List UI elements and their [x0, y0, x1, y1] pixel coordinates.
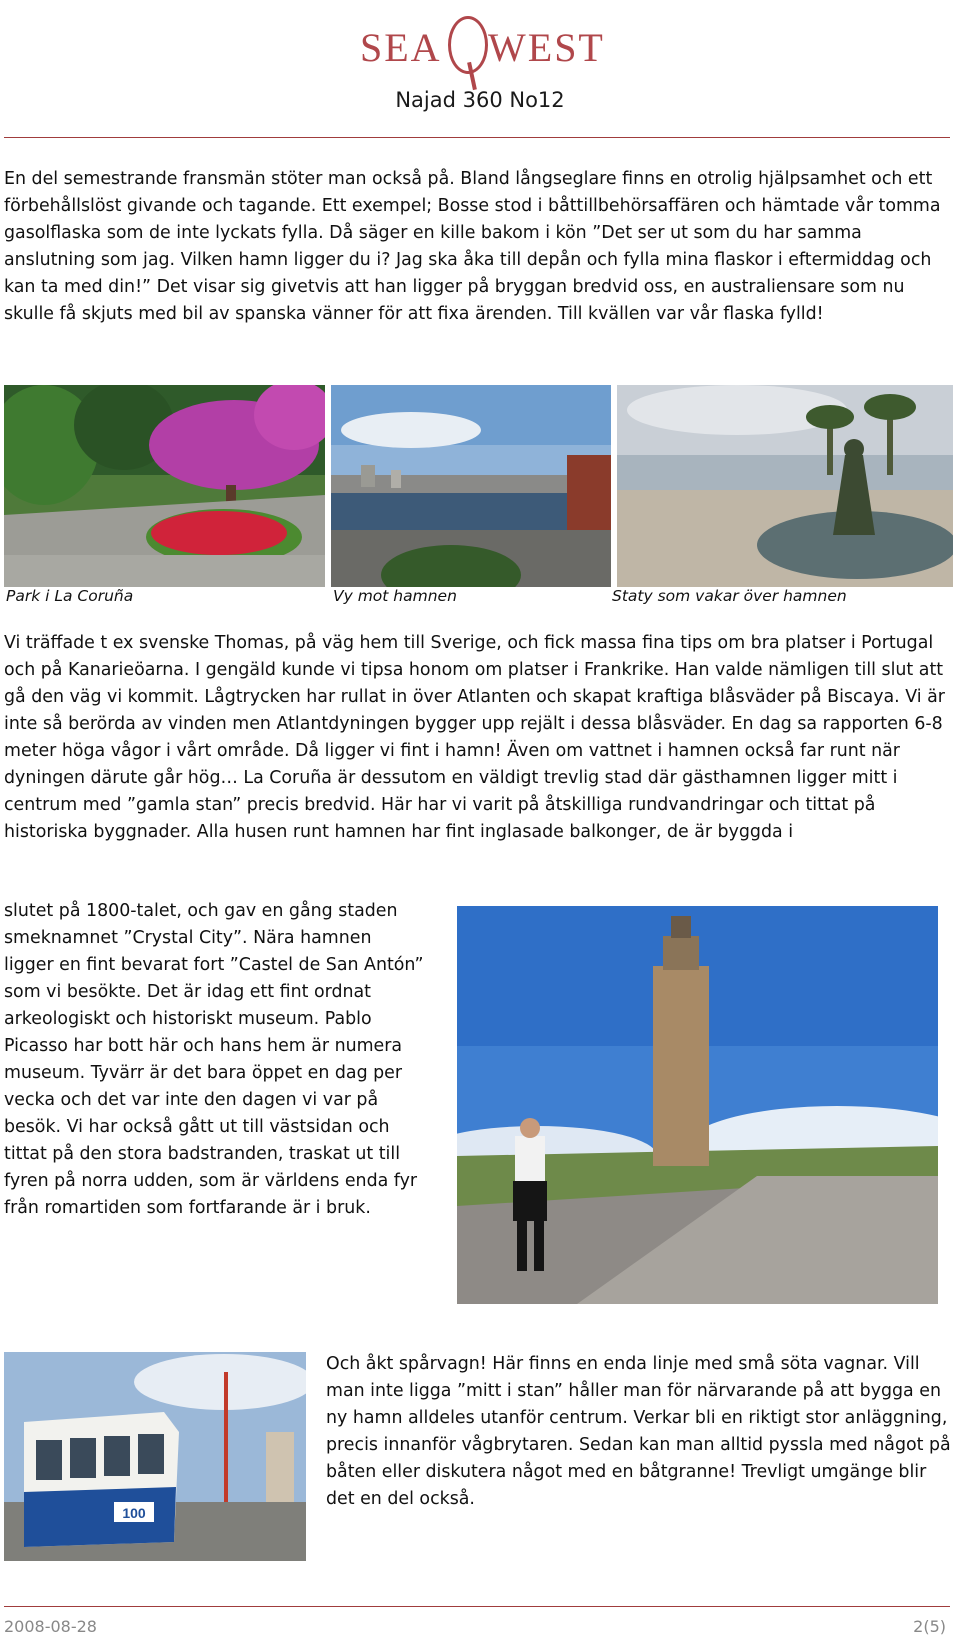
footer-page-number: 2(5) — [913, 1617, 946, 1636]
park-photo-drawing — [4, 385, 325, 587]
statue-photo — [617, 385, 953, 587]
harbor-paragraph: Vi träffade t ex svenske Thomas, på väg hem till Sverige, och fick massa fina tips om bra platser i Portugal och på Kanarieöarna. I gengäld kunde vi tipsa honom om platser i Frankrike. Han valde nämligen till slut att gå den väg vi kommit. Lågtrycken har rullat in över Atlanten och skapat kraftiga blåsväder på Biscaya. Vi är inte så berörda av vinden men Atlantdyningen bygger upp rejält i dessa blåsväder. En dag sa rapporten 6-8 meter höga vågor i vårt område. Då ligger vi fint i hamn! Även om vattnet i hamnen också far runt när dyningen därute går hög… La Coruña är dessutom en väldigt trevlig stad där gästhamnen ligger mitt i centrum med ”gamla stan” precis bredvid. Här har vi varit på åtskilliga rundvandringar och tittat på historiska byggnader. Alla husen runt hamnen har fint inglasade balkonger, de är byggda i — [4, 633, 945, 842]
seaqwest-logo — [360, 14, 605, 80]
park-caption: Park i La Coruña — [6, 587, 134, 605]
logo-text-right: WEST — [488, 25, 605, 70]
park-photo — [4, 385, 325, 587]
statue-photo-drawing — [617, 385, 953, 587]
tram-paragraph: Och åkt spårvagn! Här finns en enda linje med små söta vagnar. Vill man inte ligga ”mitt i stan” håller man för närvarande på att bygga en ny hamn alldeles utanför centrum. Verkar bli en riktigt stor anläggning, precis innanför vågbrytaren. Sedan kan man alltid pyssla med något på båten eller diskutera något med en båtgranne! Trevligt umgänge blir det en del också. — [326, 1354, 951, 1509]
footer-date: 2008-08-28 — [4, 1617, 97, 1636]
footer-divider — [4, 1606, 950, 1607]
logo-text-left: SEA — [360, 25, 442, 70]
tram-photo-drawing — [4, 1352, 306, 1561]
tram-number-label: 100 — [122, 1505, 146, 1521]
harbor-view-caption: Vy mot hamnen — [333, 587, 457, 605]
lighthouse-photo-drawing — [457, 906, 938, 1304]
harbor-view-photo — [331, 385, 611, 587]
harbor-view-photo-drawing — [331, 385, 611, 587]
document-title: Najad 360 No12 — [395, 88, 565, 112]
intro-paragraph: En del semestrande fransmän stöter man också på. Bland långseglare finns en otrolig hjälpsamhet och ett förbehållslöst givande och tagande. Ett exempel; Bosse stod i båttillbehörsaffären och hämtade vår tomma gasolflaska som de inte lyckats fylla. Då säger en kille bakom i kön ”Det ser ut som du har samma anslutning som jag. Vilken hamn ligger du i? Jag ska åka till depån och fylla mina flaskor i eftermiddag och kan ta med din!” Det visar sig givetvis att han ligger på bryggan bredvid oss, en australiensare som nu skulle få skjuts med bil av spanska vänner för att fixa ärenden. Till kvällen var vår flaska fylld! — [4, 169, 941, 324]
header-divider — [4, 137, 950, 138]
tram-photo — [4, 1352, 306, 1561]
city-history-paragraph: slutet på 1800-talet, och gav en gång staden smeknamnet ”Crystal City”. Nära hamnen ligger en fint bevarat fort ”Castel de San Antón” som vi besökte. Det är idag ett fint ordnat arkeologiskt och historiskt museum. Pablo Picasso har bott här och hans hem är numera museum. Tyvärr är det bara öppet en dag per vecka och det var inte den dagen vi var på besök. Vi har också gått ut till västsidan och tittat på den stora badstranden, traskat ut till fyren på norra udden, som är världens enda fyr från romartiden som fortfarande är i bruk. — [4, 901, 424, 1218]
statue-caption: Staty som vakar över hamnen — [612, 587, 847, 605]
lighthouse-photo — [457, 906, 938, 1304]
